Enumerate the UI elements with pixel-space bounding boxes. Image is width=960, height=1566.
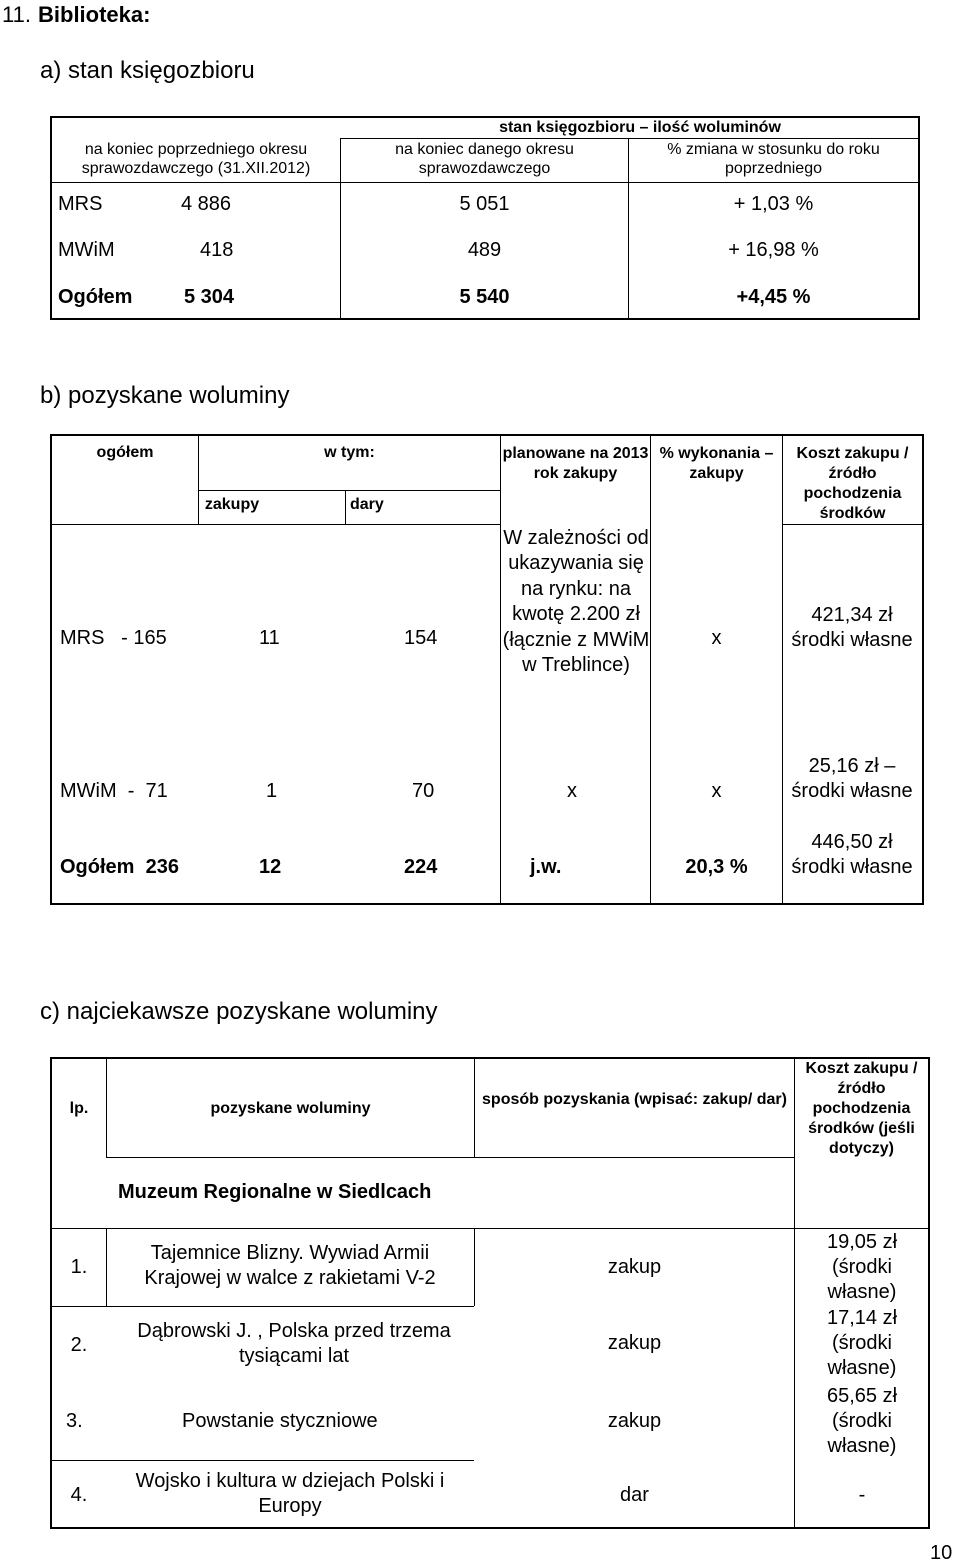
notable-row-lp: 3. (66, 1410, 83, 1432)
stock-row-prev: 4 886 (181, 193, 232, 215)
acq-row-cost: 446,50 zł środki własne (791, 831, 913, 878)
acq-row-gifts: 70 (412, 780, 435, 802)
page-number: 10 (930, 1542, 953, 1564)
notable-row-method: zakup (607, 1332, 662, 1354)
acq-row-planned: j.w. (530, 856, 562, 878)
acq-row-execution: x (711, 780, 722, 802)
acq-row-planned: W zależności od ukazywania się na rynku: na kwotę 2.200 zł (łącznie z MWiM w Treblince) (502, 527, 650, 676)
heading-number: 11. (2, 2, 31, 27)
acq-header-execution: % wykonania – zakupy (659, 445, 774, 482)
stock-col1-header: na koniec poprzedniego okresu sprawozdawczego (31.XII.2012) (81, 141, 311, 178)
acq-header-gifts: dary (350, 496, 384, 513)
stock-col2-header: na koniec danego okresu sprawozdawczego (395, 141, 574, 178)
stock-row-name: MWiM (58, 239, 115, 261)
notable-row-title: Powstanie styczniowe (182, 1410, 378, 1432)
notable-row-cost: 17,14 zł (środki własne) (826, 1307, 898, 1379)
notable-header-volumes: pozyskane woluminy (210, 1100, 371, 1117)
stock-top-header: stan księgozbioru – ilość woluminów (499, 119, 781, 136)
acq-row-purchases: 1 (266, 780, 278, 802)
stock-row-name: Ogółem (58, 286, 133, 308)
stock-row-change: + 1,03 % (733, 193, 814, 215)
stock-row-change: + 16,98 % (728, 239, 819, 261)
acq-row-gifts: 154 (404, 627, 438, 649)
section-a-title: a) stan księgozbioru (40, 57, 255, 84)
stock-row-prev: 5 304 (184, 286, 235, 308)
institution-label: Muzeum Regionalne w Siedlcach (118, 1181, 432, 1203)
acq-row-execution: 20,3 % (685, 856, 748, 878)
acq-row-total: MRS - 165 (60, 627, 167, 649)
notable-row-title: Wojsko i kultura w dziejach Polski i Europy (135, 1470, 445, 1517)
notable-header-method: sposób pozyskania (wpisać: zakup/ dar) (482, 1091, 787, 1108)
stock-row-change: +4,45 % (736, 286, 811, 308)
stock-row-curr: 5 540 (459, 286, 510, 308)
acq-row-cost: 25,16 zł – środki własne (791, 755, 913, 802)
acq-row-total: MWiM - 71 (60, 780, 168, 802)
notable-row-cost: 19,05 zł (środki własne) (826, 1231, 898, 1303)
acq-header-total: ogółem (96, 444, 154, 461)
acq-header-of-which: w tym: (324, 444, 375, 461)
stock-row-prev: 418 (200, 239, 234, 261)
notable-row-method: dar (620, 1484, 649, 1506)
notable-row-cost: - (858, 1484, 866, 1506)
acq-row-total: Ogółem 236 (60, 856, 179, 878)
section-c-title: c) najciekawsze pozyskane woluminy (40, 998, 438, 1025)
notable-header-lp: lp. (69, 1100, 89, 1117)
notable-row-method: zakup (607, 1256, 662, 1278)
notable-row-lp: 4. (70, 1484, 88, 1506)
stock-row-curr: 5 051 (459, 193, 510, 215)
notable-row-title: Dąbrowski J. , Polska przed trzema tysiącami lat (137, 1320, 451, 1367)
acq-row-purchases: 12 (259, 856, 282, 878)
notable-header-cost: Koszt zakupu / źródło pochodzenia środków (jeśli dotyczy) (805, 1060, 918, 1157)
acq-header-planned: planowane na 2013 rok zakupy (502, 445, 649, 482)
stock-row-name: MRS (58, 193, 103, 215)
notable-row-cost: 65,65 zł (środki własne) (826, 1385, 898, 1457)
acq-header-cost: Koszt zakupu / źródło pochodzenia środków (796, 445, 909, 522)
heading-title: Biblioteka: (38, 2, 151, 27)
acq-header-purchases: zakupy (204, 496, 260, 513)
section-b-title: b) pozyskane woluminy (40, 382, 290, 409)
acq-row-cost: 421,34 zł środki własne (791, 604, 913, 651)
notable-row-method: zakup (607, 1410, 662, 1432)
acq-row-purchases: 11 (259, 627, 280, 649)
notable-row-lp: 1. (70, 1256, 88, 1278)
stock-row-curr: 489 (467, 239, 502, 261)
stock-col3-header: % zmiana w stosunku do roku poprzedniego (667, 141, 880, 178)
acq-row-planned: x (567, 780, 577, 802)
acq-row-gifts: 224 (404, 856, 438, 878)
notable-row-title: Tajemnice Blizny. Wywiad Armii Krajowej w walce z rakietami V-2 (144, 1242, 436, 1289)
notable-row-lp: 2. (70, 1334, 88, 1356)
acq-row-execution: x (711, 627, 722, 649)
